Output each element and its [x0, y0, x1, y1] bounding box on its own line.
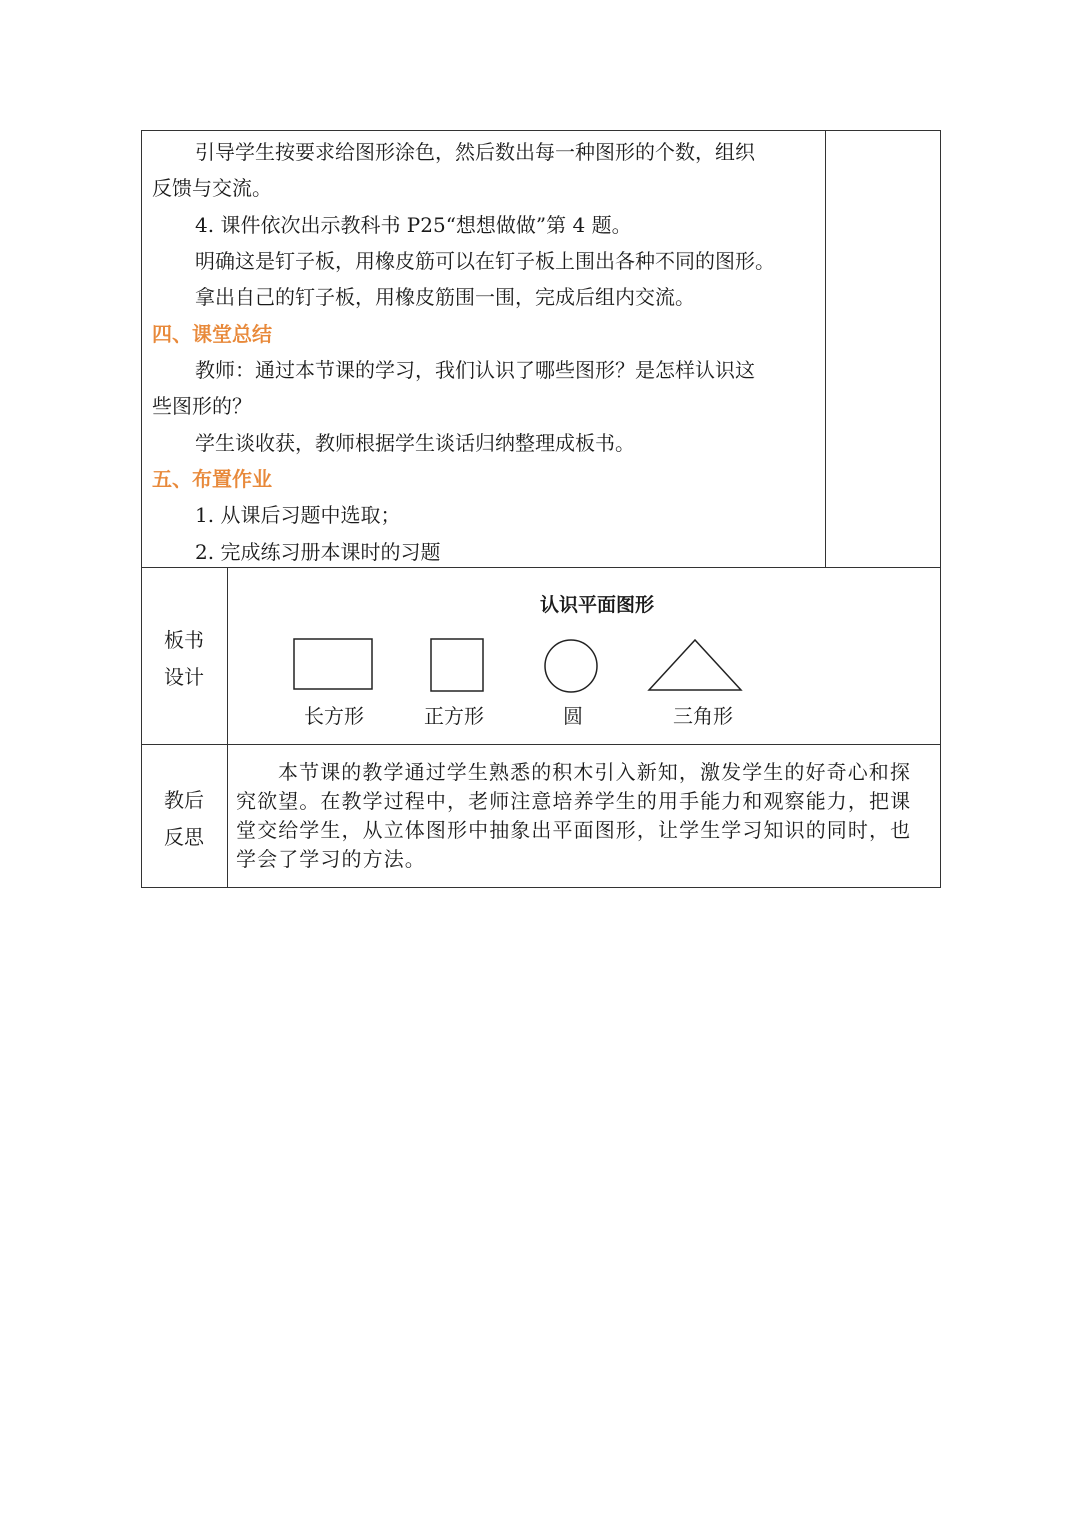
board-label-line2: 设计	[164, 665, 204, 689]
paragraph: 4. 课件依次出示教科书 P25“想想做做”第 4 题。	[195, 213, 632, 237]
section-heading-summary: 四、课堂总结	[152, 322, 272, 346]
board-shapes	[0, 0, 1080, 760]
shape-label-triangle: 三角形	[673, 704, 733, 728]
paragraph: 学生谈收获，教师根据学生谈话归纳整理成板书。	[195, 431, 635, 455]
board-title: 认识平面图形	[540, 594, 655, 616]
shape-label-circle: 圆	[563, 704, 583, 728]
rectangle-shape	[294, 639, 372, 689]
square-shape	[431, 639, 483, 691]
paragraph: 引导学生按要求给图形涂色，然后数出每一种图形的个数，组织	[195, 140, 755, 164]
paragraph: 2. 完成练习册本课时的习题	[195, 540, 441, 564]
reflection-body: 本节课的教学通过学生熟悉的积木引入新知，激发学生的好奇心和探究欲望。在教学过程中，老师注意培养学生的用手能力和观察能力，把课堂交给学生，从立体图形中抽象出平面图形，让学生学习知识的同时，也学会了学习的方法。	[236, 760, 912, 871]
reflection-label-line1: 教后	[164, 788, 204, 812]
circle-shape	[545, 640, 597, 692]
board-label-line1: 板书	[164, 628, 204, 652]
paragraph: 明确这是钉子板，用橡皮筋可以在钉子板上围出各种不同的图形。	[195, 249, 775, 273]
paragraph: 些图形的？	[152, 394, 252, 418]
triangle-shape	[649, 640, 741, 690]
reflection-label-line2: 反思	[164, 825, 204, 849]
section-heading-homework: 五、布置作业	[152, 467, 272, 491]
shape-label-square: 正方形	[424, 704, 484, 728]
paragraph: 教师：通过本节课的学习，我们认识了哪些图形？是怎样认识这	[195, 358, 755, 382]
paragraph: 拿出自己的钉子板，用橡皮筋围一围，完成后组内交流。	[195, 285, 695, 309]
reflection-text	[236, 758, 932, 874]
reflection-label	[142, 782, 226, 856]
paragraph: 1. 从课后习题中选取；	[195, 503, 401, 527]
shape-label-rectangle: 长方形	[304, 704, 364, 728]
paragraph: 反馈与交流。	[152, 176, 272, 200]
